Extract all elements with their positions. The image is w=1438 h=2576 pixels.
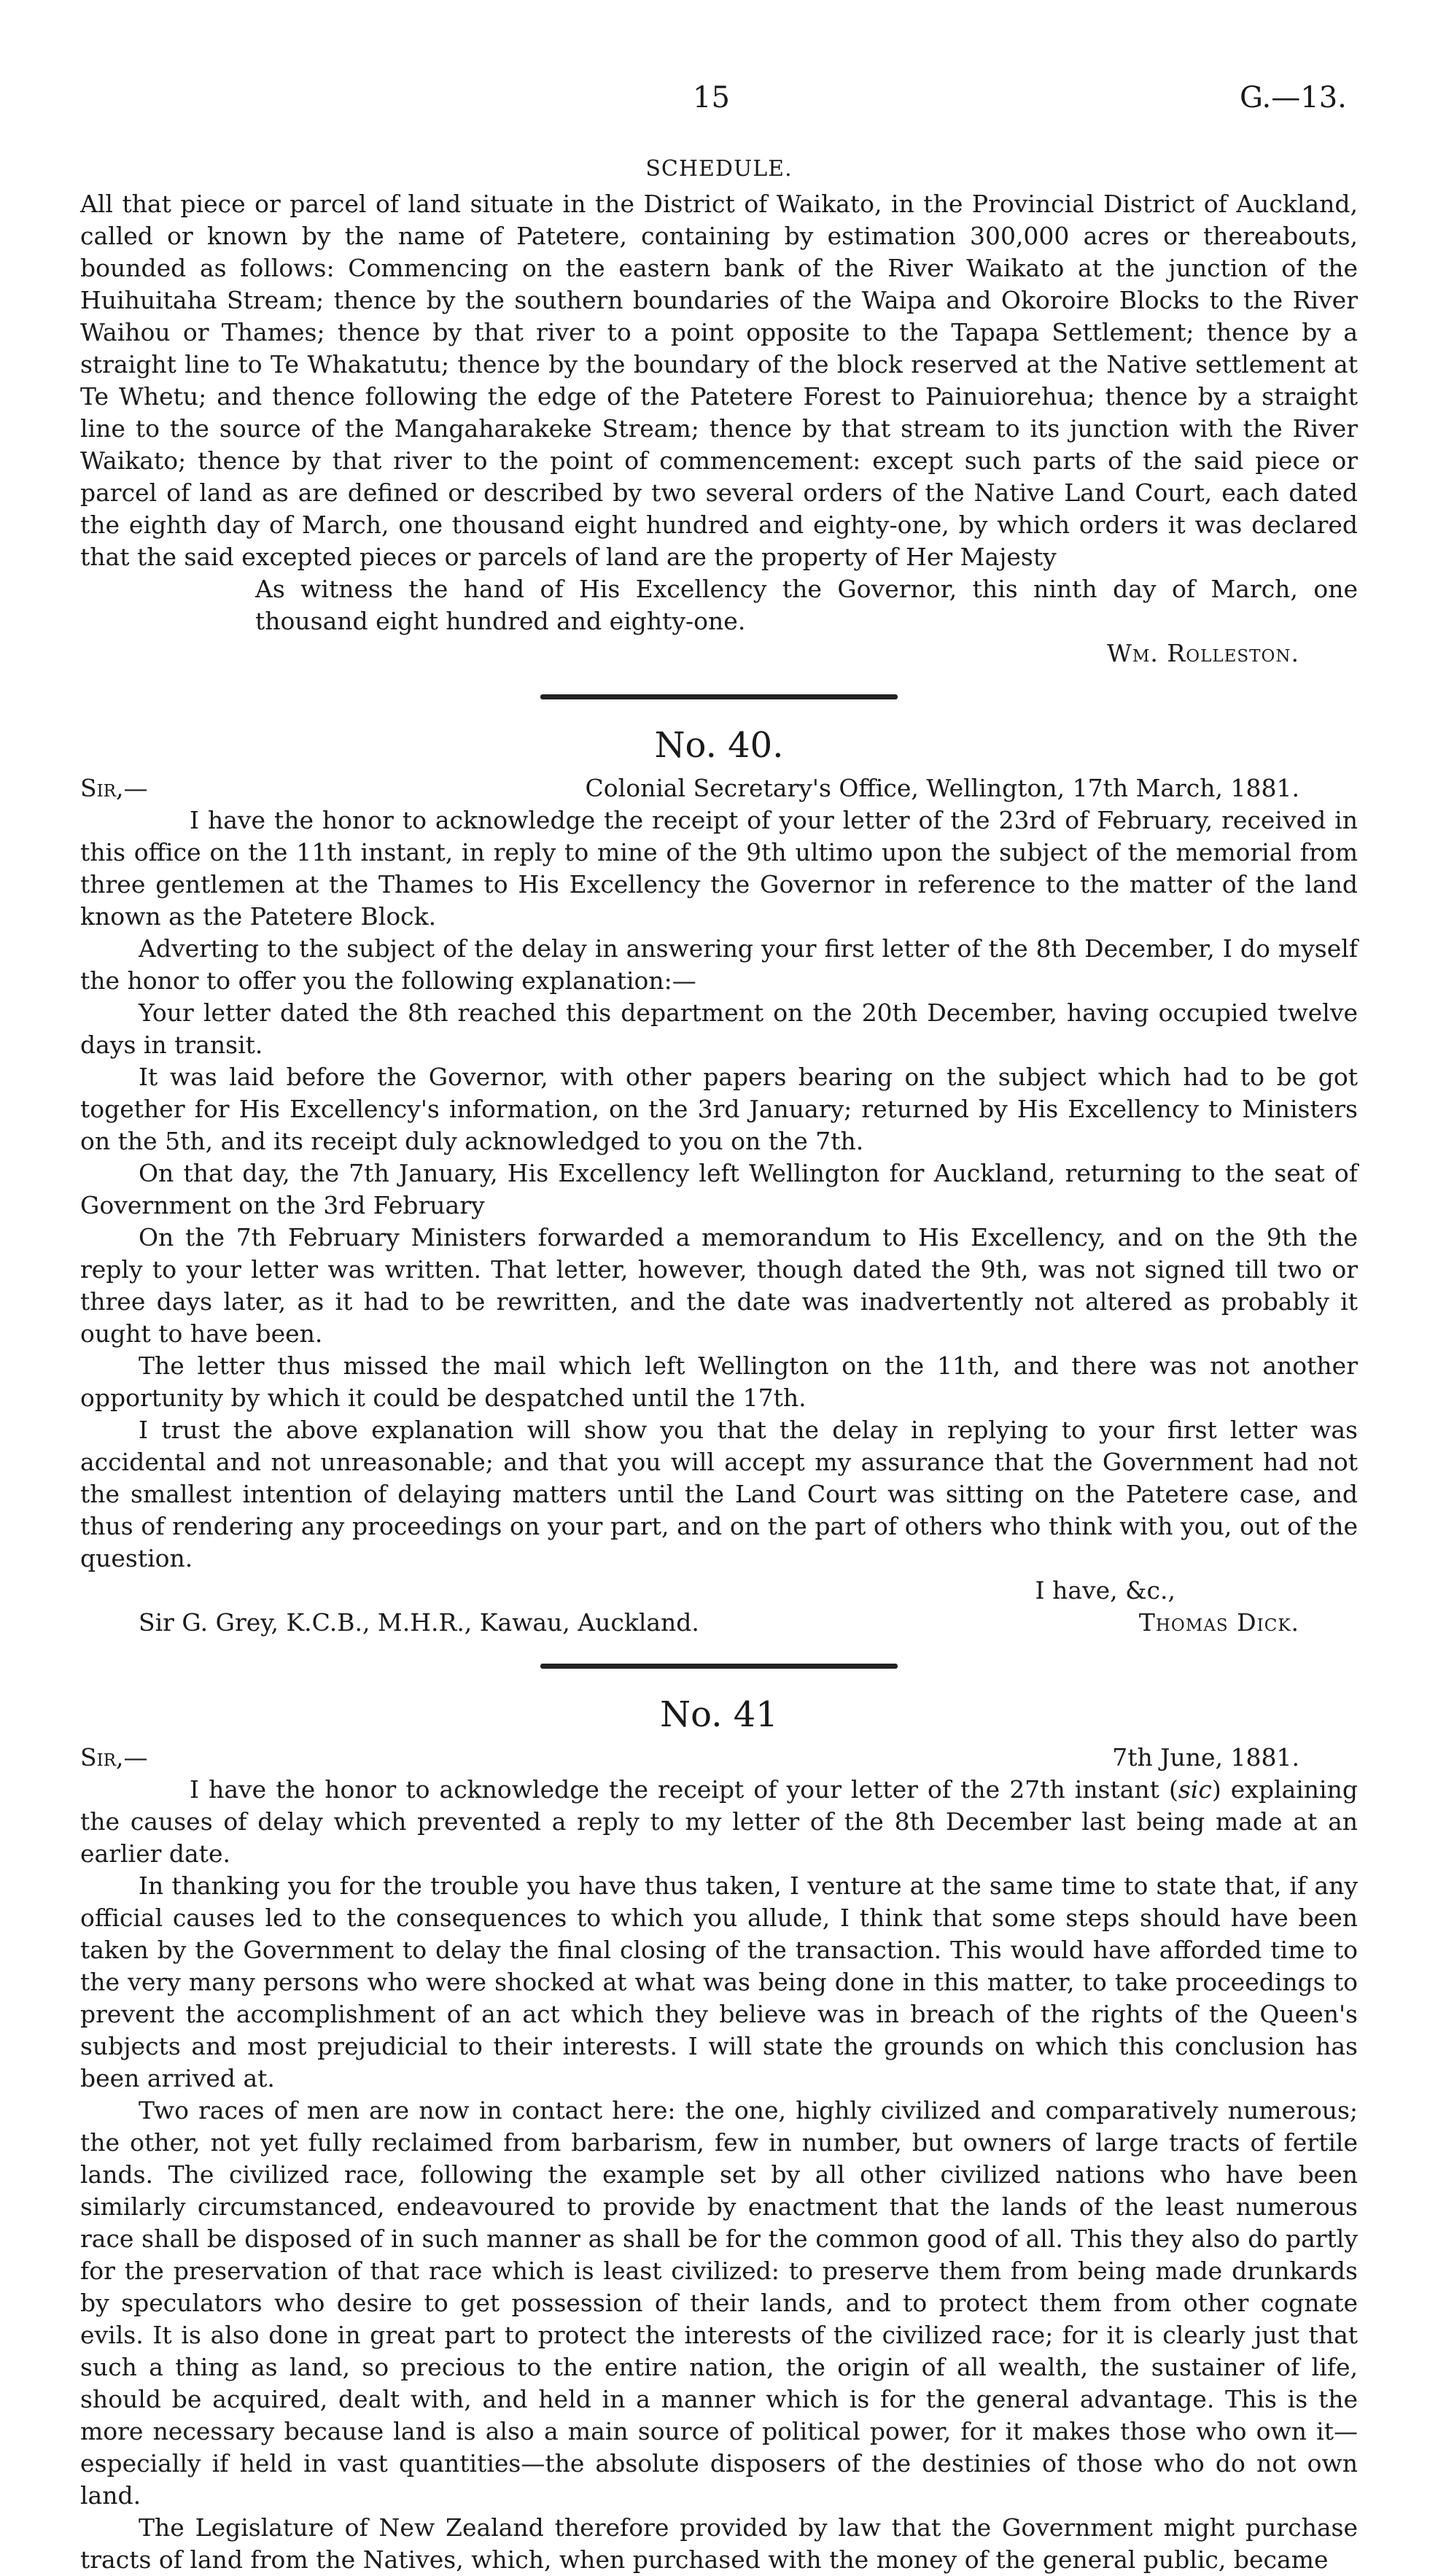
letter-40-heading: No. 40. <box>654 725 784 766</box>
letter-40-footer <box>80 1607 1358 1639</box>
schedule-body: All that piece or parcel of land situate in the District of Waikato, in the Provincial District of Auckland, called or known by the name of Patetere, containing by estimation 300,000 acres or thereabouts, bounded as follows: Commencing on the eastern bank of the River Waikato at the junction of the Huihuitaha Stream; thence by the southern boundaries of the Waipa and Okoroire Blocks to the River Waihou or Thames; thence by that river to a point opposite to the Tapapa Settlement; thence by a straight line to Te Whakatutu; thence by the boundary of the block reserved at the Native settlement at Te Whetu; and thence following the edge of the Patetere Forest to Painuiorehua; thence by a straight line to the source of the Mangaharakeke Stream; thence by that stream to its junction with the River Waikato; thence by that river to the point of commencement: except such parts of the said piece or parcel of land as are defined or described by two several orders of the Native Land Court, each dated the eighth day of March, one thousand eight hundred and eighty-one, by which orders it was declared that the said excepted pieces or parcels of land are the property of Her Majesty <box>80 190 1358 571</box>
letter-41-paragraph <box>80 1774 1358 1870</box>
letter-40-signature: Thomas Dick. <box>1138 1608 1299 1637</box>
letter-40-addressee: Sir G. Grey, K.C.B., M.H.R., Kawau, Auckland. <box>139 1608 699 1637</box>
letter-41-paragraph: Two races of men are now in contact here: the one, highly civilized and comparatively numerous; the other, not yet fully reclaimed from barbarism, few in number, but owners of large tracts of fertile lands. The civilized race, following the example set by all other civilized nations who have been similarly circumstanced, endeavoured to provide by enactment that the lands of the least numerous race shall be disposed of in such manner as shall be for the common good of all. This they also do partly for the preservation of that race which is least civilized: to preserve them from being made drunkards by speculators who desire to get possession of their lands, and to protect them from other cognate evils. It is also done in great part to protect the interests of the civilized race; for it is clearly just that such a thing as land, so precious to the entire nation, the origin of all wealth, the sustainer of life, should be acquired, dealt with, and held in a manner which is for the general advantage. This is the more necessary because land is also a main source of political power, for it makes those who own it—especially if held in vast quantities—the absolute disposers of the destinies of those who do not own land. <box>80 2096 1358 2510</box>
section-divider <box>540 694 898 699</box>
letter-40-office-date: Colonial Secretary's Office, Wellington, 17th March, 1881. <box>585 774 1299 802</box>
schedule-signature: Wm. Rolleston. <box>1106 639 1299 667</box>
letter-40-paragraph: Adverting to the subject of the delay in answering your first letter of the 8th December, I do myself the honor to offer you the following explanation:— <box>80 934 1358 995</box>
letter-40-paragraph: I trust the above explanation will show you that the delay in replying to your first letter was accidental and not unreasonable; and that you will accept my assurance that the Government had not the smallest intention of delaying matters until the Land Court was sitting on the Patetere case, and thus of rendering any proceedings on your part, and on the part of others who think with you, out of the question. <box>80 1416 1358 1572</box>
letter-40-salutation-row <box>80 772 1358 804</box>
letter-41-text: ) explaining the causes of delay which prevented a reply to my letter of the 8th December last being made at an earlier date. <box>80 1775 1358 1868</box>
letter-41-sic: sic <box>1178 1775 1212 1804</box>
letter-41-heading: No. 41 <box>660 1694 778 1735</box>
letter-40-paragraph: On the 7th February Ministers forwarded a memorandum to His Excellency, and on the 9th the reply to your letter was written. That letter, however, though dated the 9th, was not signed till two or three days later, as it had to be rewritten, and the date was inadvertently not altered as probably it ought to have been. <box>80 1223 1358 1348</box>
letter-41-salutation: Sir,— <box>80 1743 148 1772</box>
letter-41-text: I have the honor to acknowledge the receipt of your letter of the 27th instant ( <box>190 1775 1178 1804</box>
letter-40-closing: I have, &c., <box>1035 1576 1175 1605</box>
letter-40-paragraph: I have the honor to acknowledge the receipt of your letter of the 23rd of February, received in this office on the 11th instant, in reply to mine of the 9th ultimo upon the subject of the memorial from three gentlemen at the Thames to His Excellency the Governor in reference to the matter of the land known as the Patetere Block. <box>80 806 1358 931</box>
letter-40-paragraph: On that day, the 7th January, His Excellency left Wellington for Auckland, returning to the seat of Government on the 3rd February <box>80 1159 1358 1219</box>
main-column <box>80 153 1358 2576</box>
schedule-title: SCHEDULE. <box>645 156 793 182</box>
document-reference: G.—13. <box>1240 81 1347 115</box>
letter-40-salutation: Sir,— <box>80 774 148 802</box>
letter-40-paragraph: Your letter dated the 8th reached this department on the 20th December, having occupied twelve days in transit. <box>80 998 1358 1059</box>
section-divider <box>540 1664 898 1669</box>
letter-41-salutation-row <box>80 1742 1358 1774</box>
schedule-witness: As witness the hand of His Excellency the Governor, this ninth day of March, one thousand eight hundred and eighty-one. <box>255 575 1358 635</box>
letter-41-paragraph: The Legislature of New Zealand therefore provided by law that the Government might purchase tracts of land from the Natives, which, when purchased with the money of the general public, became <box>80 2513 1358 2574</box>
letter-41-date: 7th June, 1881. <box>1112 1743 1299 1772</box>
letter-40-paragraph: It was laid before the Governor, with other papers bearing on the subject which had to be got together for His Excellency's information, on the 3rd January; returned by His Excellency to Ministers on the 5th, and its receipt duly acknowledged to you on the 7th. <box>80 1063 1358 1155</box>
letter-40-paragraph: The letter thus missed the mail which left Wellington on the 11th, and there was not another opportunity by which it could be despatched until the 17th. <box>80 1351 1358 1412</box>
page-number: 15 <box>693 81 730 115</box>
letter-41-paragraph: In thanking you for the trouble you have thus taken, I venture at the same time to state that, if any official causes led to the consequences to which you allude, I think that some steps should have been taken by the Government to delay the final closing of the transaction. This would have afforded time to the very many persons who were shocked at what was being done in this matter, to take proceedings to prevent the accomplishment of an act which they believe was in breach of the rights of the Queen's subjects and most prejudicial to their interests. I will state the grounds on which this conclusion has been arrived at. <box>80 1871 1358 2092</box>
